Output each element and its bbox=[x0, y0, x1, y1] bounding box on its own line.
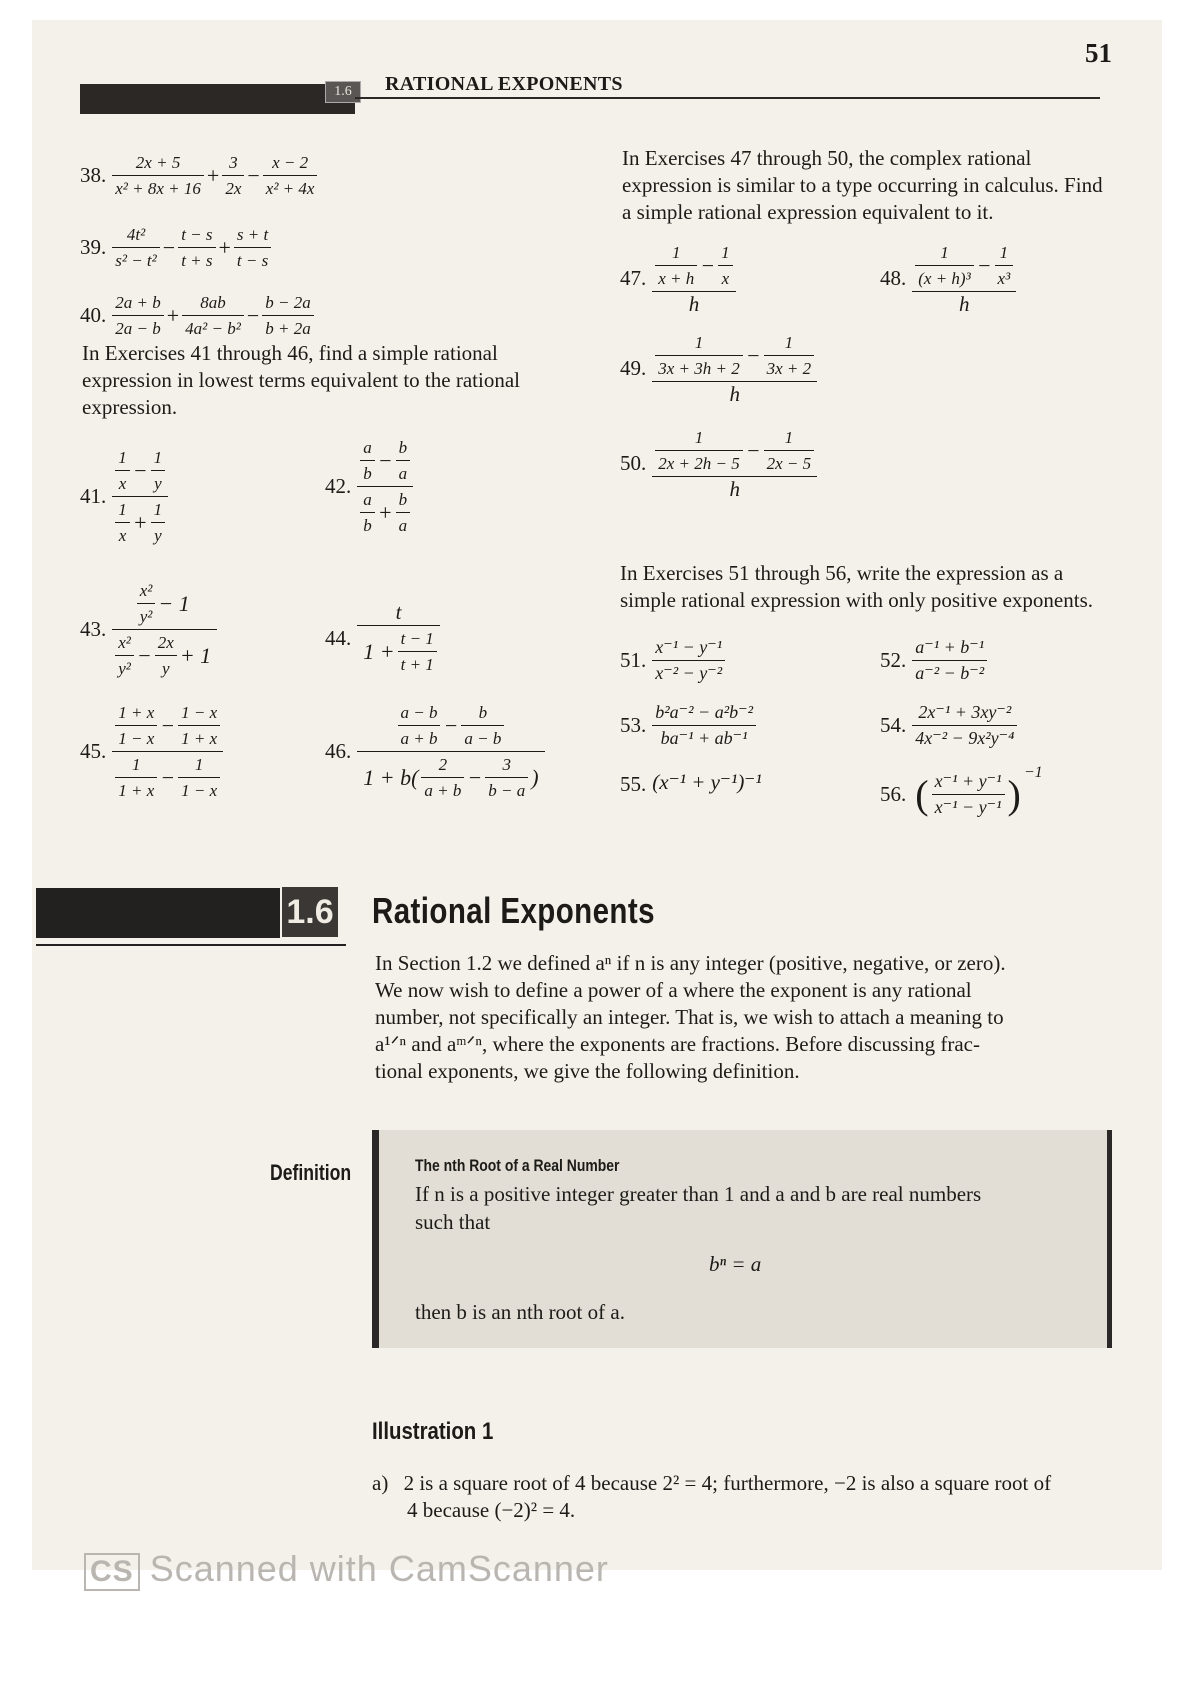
fraction bbox=[178, 700, 220, 751]
expression: (x⁻¹ + y⁻¹)⁻¹ bbox=[652, 770, 762, 794]
fraction-denominator: 2x − 5 bbox=[766, 454, 812, 473]
fraction-denominator: a bbox=[398, 516, 408, 535]
fraction-denominator: t + 1 bbox=[400, 655, 434, 674]
operator: ) bbox=[531, 765, 539, 790]
section-title: Rational Exponents bbox=[372, 890, 655, 931]
exercise-46 bbox=[325, 700, 545, 803]
fraction-denominator: y² bbox=[139, 607, 153, 626]
camscanner-logo-icon: CS bbox=[84, 1553, 140, 1591]
fraction-numerator: b bbox=[461, 700, 504, 726]
fraction-denominator: x bbox=[118, 474, 127, 493]
expression-row bbox=[115, 630, 214, 681]
exercise-number: 46. bbox=[325, 739, 352, 763]
fraction bbox=[112, 445, 168, 548]
expression-row bbox=[360, 755, 541, 800]
fraction bbox=[151, 445, 166, 496]
fraction-numerator: 1 bbox=[995, 240, 1014, 266]
intro-line: number, not specifically an integer. That is, we wish to attach a meaning to bbox=[375, 1005, 1004, 1029]
fraction-denominator bbox=[112, 630, 217, 681]
exercise-39 bbox=[80, 222, 271, 273]
exercise-53 bbox=[620, 700, 756, 751]
fraction bbox=[764, 425, 815, 476]
fraction-numerator: t − s bbox=[178, 222, 215, 248]
fraction-numerator: b bbox=[396, 487, 411, 513]
exercise-number: 45. bbox=[80, 739, 107, 763]
fraction-denominator: 1 + x bbox=[118, 781, 155, 800]
fraction bbox=[137, 578, 156, 629]
fraction-numerator: x² bbox=[115, 630, 134, 656]
running-header-bar bbox=[80, 84, 355, 114]
fraction bbox=[357, 700, 544, 803]
fraction-numerator: a bbox=[360, 487, 375, 513]
fraction-numerator: 1 bbox=[764, 330, 815, 356]
exercise-number: 56. bbox=[880, 781, 907, 806]
fraction bbox=[115, 497, 130, 548]
fraction bbox=[652, 635, 725, 686]
operator: + bbox=[377, 500, 393, 525]
fraction-numerator: 2a + b bbox=[112, 290, 163, 316]
fraction-denominator: b + 2a bbox=[265, 319, 311, 338]
definition-line-2: such that bbox=[415, 1210, 491, 1234]
fraction bbox=[912, 635, 987, 686]
operator: − bbox=[976, 253, 992, 278]
fraction-denominator: x + h bbox=[658, 269, 695, 288]
fraction-numerator: 1 + x bbox=[115, 700, 157, 726]
fraction-denominator bbox=[112, 497, 168, 548]
fraction bbox=[915, 240, 973, 291]
fraction bbox=[652, 700, 756, 751]
exercise-38 bbox=[80, 150, 317, 201]
exercise-number: 39. bbox=[80, 235, 107, 259]
expression-row bbox=[655, 240, 732, 291]
fraction bbox=[652, 425, 817, 502]
fraction-numerator: 1 bbox=[764, 425, 815, 451]
operator: 1 + bbox=[363, 639, 395, 664]
fraction-numerator: 4t² bbox=[112, 222, 160, 248]
definition-line-1: If n is a positive integer greater than 1 and a and b are real numbers bbox=[415, 1182, 982, 1206]
fraction-denominator: s² − t² bbox=[115, 251, 157, 270]
fraction-denominator: a + b bbox=[424, 781, 462, 800]
fraction bbox=[178, 222, 215, 273]
exercise-number: 48. bbox=[880, 266, 907, 290]
exercise-54 bbox=[880, 700, 1017, 751]
fraction bbox=[112, 700, 223, 803]
illustration-line-2: 4 because (−2)² = 4. bbox=[407, 1498, 576, 1522]
expression-row bbox=[655, 425, 814, 476]
fraction-numerator bbox=[357, 435, 413, 487]
operator: − bbox=[247, 163, 260, 188]
fraction-numerator: x⁻¹ − y⁻¹ bbox=[652, 635, 725, 661]
expression-row bbox=[112, 290, 313, 341]
fraction bbox=[222, 150, 244, 201]
fraction bbox=[112, 150, 204, 201]
fraction-numerator: 2x + 5 bbox=[112, 150, 204, 176]
fraction-denominator: (x + h)³ bbox=[918, 269, 971, 288]
fraction bbox=[396, 487, 411, 538]
fraction bbox=[398, 626, 437, 677]
fraction bbox=[718, 240, 733, 291]
fraction-numerator: 2 bbox=[421, 752, 464, 778]
exercise-56 bbox=[880, 760, 1043, 820]
fraction-denominator: y bbox=[154, 526, 162, 545]
expression-row bbox=[398, 626, 437, 677]
exercise-47 bbox=[620, 240, 736, 317]
fraction bbox=[360, 435, 375, 486]
exercise-number: 50. bbox=[620, 451, 647, 475]
fraction-numerator bbox=[912, 240, 1016, 292]
fraction-numerator: b − 2a bbox=[262, 290, 313, 316]
fraction bbox=[912, 240, 1016, 317]
expression-row bbox=[360, 435, 410, 486]
exercise-number: 54. bbox=[880, 713, 907, 737]
operator: − bbox=[160, 765, 176, 790]
operator: − bbox=[132, 458, 148, 483]
intro-paragraph bbox=[375, 950, 1110, 1085]
fraction bbox=[360, 487, 375, 538]
expression-row bbox=[115, 700, 220, 751]
fraction-denominator: 2x bbox=[225, 179, 242, 198]
fraction-numerator bbox=[652, 330, 817, 382]
exercise-49 bbox=[620, 330, 817, 407]
fraction-denominator: y bbox=[162, 659, 170, 678]
fraction-denominator: x bbox=[118, 526, 127, 545]
fraction-numerator: a bbox=[360, 435, 375, 461]
operator: − 1 bbox=[158, 591, 190, 616]
fraction bbox=[234, 222, 271, 273]
fraction bbox=[182, 290, 244, 341]
expression-row bbox=[398, 700, 505, 751]
fraction-numerator: 1 bbox=[151, 445, 166, 471]
instructions-51-56: In Exercises 51 through 56, write the expression as a simple rational expression with only positive exponents. bbox=[620, 561, 1094, 612]
fraction bbox=[115, 752, 157, 803]
fraction bbox=[912, 700, 1017, 751]
fraction-denominator: x² + 4x bbox=[265, 179, 315, 198]
fraction-numerator bbox=[112, 578, 217, 630]
fraction-denominator: 3x + 2 bbox=[766, 359, 812, 378]
expression-row bbox=[112, 222, 271, 273]
fraction-denominator bbox=[357, 487, 413, 538]
fraction-numerator bbox=[357, 700, 544, 752]
fraction bbox=[115, 630, 134, 681]
operator: + bbox=[218, 235, 231, 260]
exercise-number: 52. bbox=[880, 648, 907, 672]
fraction-denominator: t − s bbox=[236, 251, 269, 270]
fraction-numerator: 3 bbox=[222, 150, 244, 176]
page-number: 51 bbox=[1085, 38, 1112, 68]
fraction-numerator: 8ab bbox=[182, 290, 244, 316]
fraction-denominator: x⁻¹ − y⁻¹ bbox=[934, 796, 1002, 817]
fraction bbox=[262, 290, 313, 341]
operator: − bbox=[160, 713, 176, 738]
definition-title: The nth Root of a Real Number bbox=[415, 1156, 620, 1175]
fraction bbox=[112, 222, 160, 273]
fraction bbox=[764, 330, 815, 381]
running-header-section-number: 1.6 bbox=[325, 81, 361, 103]
fraction-numerator: 1 − x bbox=[178, 700, 220, 726]
fraction-numerator: 1 bbox=[915, 240, 973, 266]
fraction bbox=[932, 769, 1005, 820]
watermark-text: Scanned with CamScanner bbox=[149, 1548, 609, 1589]
fraction-numerator: 3 bbox=[485, 752, 528, 778]
fraction-denominator: 4a² − b² bbox=[185, 319, 241, 338]
fraction-numerator: 2x⁻¹ + 3xy⁻² bbox=[912, 700, 1017, 726]
operator: − bbox=[745, 343, 761, 368]
exercise-44 bbox=[325, 600, 440, 677]
operator: + bbox=[132, 510, 148, 535]
illustration-item-label: a) bbox=[372, 1471, 389, 1495]
exercise-number: 42. bbox=[325, 474, 352, 498]
illustration-line-1: 2 is a square root of 4 because 2² = 4; furthermore, −2 is also a square root of bbox=[403, 1471, 1052, 1495]
operator: + bbox=[166, 303, 180, 328]
fraction bbox=[396, 435, 411, 486]
exercise-43 bbox=[80, 578, 217, 681]
fraction-denominator: h bbox=[688, 292, 700, 316]
fraction bbox=[115, 445, 130, 496]
exercise-52 bbox=[880, 635, 987, 686]
operator: + 1 bbox=[179, 643, 212, 668]
fraction-numerator: t − 1 bbox=[398, 626, 437, 652]
paren-close: ) bbox=[1007, 771, 1021, 817]
illustration-title: Illustration 1 bbox=[372, 1418, 494, 1445]
fraction-denominator: a bbox=[398, 464, 408, 483]
exercise-41 bbox=[80, 445, 168, 548]
fraction-denominator: x bbox=[721, 269, 730, 288]
fraction-numerator: x⁻¹ + y⁻¹ bbox=[932, 769, 1005, 795]
exercise-number: 43. bbox=[80, 617, 107, 641]
operator: − bbox=[246, 303, 260, 328]
fraction-denominator: x² + 8x + 16 bbox=[115, 179, 201, 198]
fraction-numerator: 1 bbox=[115, 752, 157, 778]
exercise-48 bbox=[880, 240, 1016, 317]
fraction bbox=[178, 752, 220, 803]
exercise-50 bbox=[620, 425, 817, 502]
fraction-numerator: b bbox=[396, 435, 411, 461]
fraction bbox=[652, 330, 817, 407]
expression-row bbox=[421, 752, 528, 803]
fraction-denominator bbox=[357, 752, 544, 803]
fraction bbox=[115, 700, 157, 751]
instructions-47-50: In Exercises 47 through 50, the complex rational expression is similar to a type occurring in calculus. Find a simple rational expression equivalent to it. bbox=[622, 146, 1103, 224]
expression-row bbox=[915, 240, 1013, 291]
fraction-denominator: 1 − x bbox=[118, 729, 155, 748]
intro-line: In Section 1.2 we defined aⁿ if n is any integer (positive, negative, or zero). bbox=[375, 951, 1006, 975]
operator: − bbox=[745, 438, 761, 463]
fraction-numerator: 1 bbox=[115, 445, 130, 471]
illustration-item-a bbox=[372, 1470, 1112, 1524]
fraction bbox=[112, 578, 217, 681]
fraction-numerator: t bbox=[357, 600, 440, 626]
intro-line: We now wish to define a power of a where the exponent is any rational bbox=[375, 978, 972, 1002]
intro-line: a¹ᐟⁿ and aᵐᐟⁿ, where the exponents are fractions. Before discussing frac- bbox=[375, 1032, 981, 1056]
fraction-denominator: h bbox=[729, 382, 740, 406]
fraction-denominator: b bbox=[363, 464, 372, 483]
fraction-denominator: a + b bbox=[400, 729, 438, 748]
expression-row bbox=[115, 497, 165, 548]
fraction-numerator bbox=[652, 240, 735, 292]
fraction-numerator: s + t bbox=[234, 222, 271, 248]
fraction-denominator bbox=[112, 752, 223, 803]
exercise-number: 41. bbox=[80, 484, 107, 508]
fraction bbox=[263, 150, 318, 201]
fraction-denominator: b − a bbox=[488, 781, 526, 800]
expression-row bbox=[115, 633, 214, 678]
fraction-numerator bbox=[112, 700, 223, 752]
fraction bbox=[995, 240, 1014, 291]
expression-row bbox=[115, 500, 165, 545]
exercise-number: 47. bbox=[620, 266, 647, 290]
operator: − bbox=[700, 253, 716, 278]
fraction-numerator: 1 bbox=[115, 497, 130, 523]
exercise-55 bbox=[620, 770, 762, 797]
fraction bbox=[155, 630, 177, 681]
fraction bbox=[652, 240, 735, 317]
definition-equation: bⁿ = a bbox=[709, 1252, 762, 1276]
fraction-denominator: 4x⁻² − 9x²y⁻⁴ bbox=[915, 728, 1015, 748]
fraction bbox=[112, 290, 163, 341]
operator: + bbox=[206, 163, 220, 188]
fraction-numerator: 1 bbox=[655, 330, 743, 356]
fraction-denominator: h bbox=[729, 477, 740, 501]
exercise-45 bbox=[80, 700, 223, 803]
fraction bbox=[357, 435, 413, 538]
fraction bbox=[461, 700, 504, 751]
fraction-denominator bbox=[357, 626, 440, 677]
fraction-numerator: x² bbox=[137, 578, 156, 604]
fraction-numerator: 1 bbox=[655, 240, 697, 266]
fraction-denominator: t + s bbox=[181, 251, 213, 270]
fraction-denominator: y² bbox=[118, 659, 131, 678]
fraction-numerator: 1 bbox=[178, 752, 220, 778]
fraction-numerator: x − 2 bbox=[263, 150, 318, 176]
fraction bbox=[357, 600, 440, 677]
instructions-41-46: In Exercises 41 through 46, find a simple rational expression in lowest terms equivalent to the rational expression. bbox=[82, 341, 520, 419]
expression-row bbox=[115, 445, 165, 496]
exercise-number: 55. bbox=[620, 771, 647, 796]
definition-box bbox=[372, 1130, 1112, 1348]
operator: − bbox=[162, 235, 176, 260]
operator: − bbox=[467, 765, 483, 790]
expression-row bbox=[655, 330, 814, 381]
operator: − bbox=[136, 643, 152, 668]
fraction-denominator: a⁻² − b⁻² bbox=[915, 663, 985, 683]
expression-row bbox=[115, 755, 220, 800]
section-number: 1.6 bbox=[280, 885, 340, 939]
exercise-number: 38. bbox=[80, 163, 107, 187]
fraction-numerator: 2x bbox=[155, 630, 177, 656]
fraction-denominator: 1 − x bbox=[181, 781, 218, 800]
exercise-number: 40. bbox=[80, 303, 107, 327]
expression-row bbox=[360, 629, 437, 674]
operator: 1 + b( bbox=[363, 765, 419, 790]
fraction-denominator: y bbox=[154, 474, 162, 493]
running-header-rule bbox=[355, 97, 1100, 99]
exponent: −1 bbox=[1023, 764, 1043, 781]
exercise-number: 51. bbox=[620, 648, 647, 672]
exercise-number: 49. bbox=[620, 356, 647, 380]
fraction-numerator: a − b bbox=[398, 700, 441, 726]
fraction-denominator: a − b bbox=[464, 729, 502, 748]
fraction-denominator: 2a − b bbox=[115, 319, 161, 338]
fraction-denominator: x³ bbox=[997, 269, 1011, 288]
exercise-number: 53. bbox=[620, 713, 647, 737]
fraction-denominator: 2x + 2h − 5 bbox=[658, 454, 740, 473]
expression-row bbox=[115, 752, 220, 803]
fraction bbox=[421, 752, 464, 803]
fraction-denominator: ba⁻¹ + ab⁻¹ bbox=[660, 728, 748, 748]
intro-line: tional exponents, we give the following definition. bbox=[375, 1059, 800, 1083]
expression-row bbox=[112, 150, 317, 201]
expression-row bbox=[137, 578, 193, 629]
running-header-title: RATIONAL EXPONENTS bbox=[385, 73, 623, 95]
exercise-42 bbox=[325, 435, 413, 538]
fraction-numerator: 1 bbox=[655, 425, 743, 451]
fraction-numerator: b²a⁻² − a²b⁻² bbox=[652, 700, 756, 726]
fraction-denominator: h bbox=[958, 292, 970, 316]
fraction-denominator: x⁻² − y⁻² bbox=[655, 663, 723, 683]
camscanner-watermark bbox=[84, 1548, 609, 1591]
expression-row bbox=[360, 487, 410, 538]
definition-label: Definition bbox=[270, 1160, 352, 1185]
fraction-numerator bbox=[112, 445, 168, 497]
fraction bbox=[398, 700, 441, 751]
exercise-number: 44. bbox=[325, 626, 352, 650]
fraction bbox=[655, 425, 743, 476]
exercise-51 bbox=[620, 635, 725, 686]
fraction-numerator: a⁻¹ + b⁻¹ bbox=[912, 635, 987, 661]
expression-row bbox=[360, 490, 410, 535]
operator: − bbox=[443, 713, 459, 738]
fraction-denominator: 3x + 3h + 2 bbox=[658, 359, 740, 378]
fraction bbox=[655, 240, 697, 291]
fraction bbox=[655, 330, 743, 381]
exercise-40 bbox=[80, 290, 314, 341]
operator: − bbox=[377, 448, 393, 473]
paren-open: ( bbox=[915, 771, 929, 817]
fraction-numerator bbox=[652, 425, 817, 477]
section-rule bbox=[36, 944, 346, 946]
fraction bbox=[485, 752, 528, 803]
definition-line-3: then b is an nth root of a. bbox=[415, 1300, 625, 1324]
fraction-denominator: 1 + x bbox=[181, 729, 218, 748]
fraction bbox=[151, 497, 166, 548]
fraction-numerator: 1 bbox=[151, 497, 166, 523]
fraction-denominator: b bbox=[363, 516, 372, 535]
fraction-numerator: 1 bbox=[718, 240, 733, 266]
